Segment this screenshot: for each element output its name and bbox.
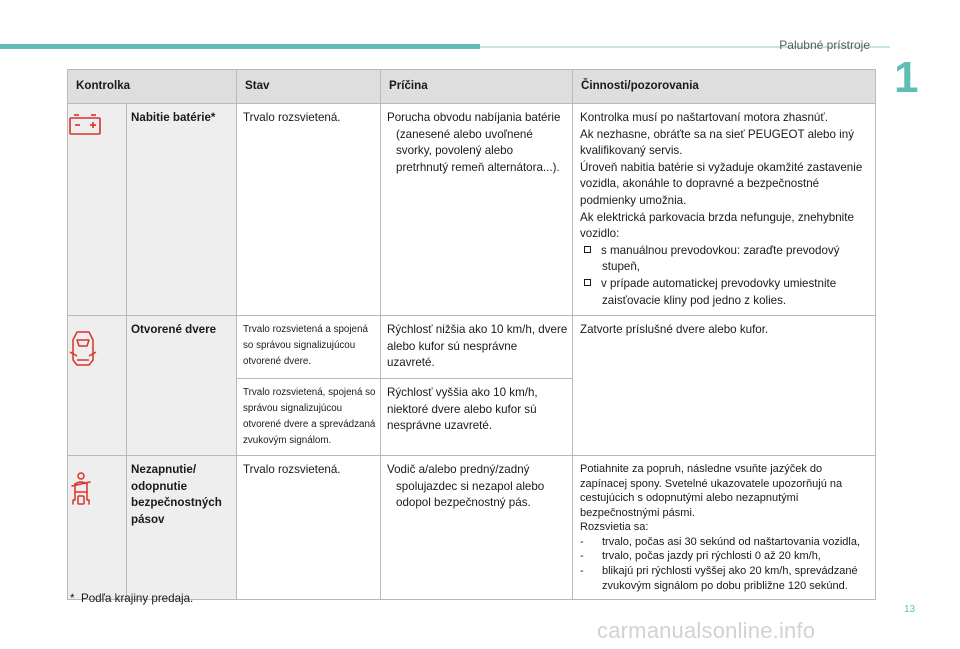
battery-bullet (580, 243, 869, 276)
footnote-mark: * (70, 592, 75, 605)
table-row-battery (68, 104, 876, 316)
footnote-text: Podľa krajiny predaja. (80, 592, 194, 605)
header-kontrolka: Kontrolka (68, 70, 237, 104)
doors-cause-1: Rýchlosť nižšia ako 10 km/h, dvere alebo kufor sú nesprávne uzavreté. (381, 316, 573, 379)
section-title: Palubné prístroje (779, 38, 870, 52)
battery-label: Nabitie batérie (131, 111, 211, 124)
open-door-car-icon (68, 358, 98, 371)
footnote (70, 592, 193, 605)
battery-actions (573, 104, 876, 316)
header-cinnosti: Činnosti/pozorovania (573, 70, 876, 104)
table-row-doors (68, 316, 876, 379)
seatbelt-icon-cell (68, 455, 127, 599)
battery-icon-cell (68, 104, 127, 316)
battery-bullet (580, 276, 869, 309)
seatbelt-bullet: - trvalo, počas asi 30 sekúnd od naštartovania vozidla, (580, 535, 861, 548)
doors-state-2: Trvalo rozsvietená, spojená so správou signalizujúcou otvorené dvere a sprevádzaná zvukovým signálom. (237, 378, 381, 455)
doors-name: Otvorené dvere (127, 316, 237, 456)
unbuckled-seatbelt-icon (68, 496, 94, 509)
battery-icon (68, 126, 102, 139)
battery-bullet-text: v prípade automatickej prevodovky umiestnite zaisťovacie kliny pod jedno z kolies. (601, 276, 837, 307)
doors-cause-2: Rýchlosť vyššia ako 10 km/h, niektoré dvere alebo kufor sú nesprávne uzavreté. (381, 378, 573, 455)
table-header-row (68, 70, 876, 104)
battery-cause (381, 104, 573, 316)
seatbelt-cause (381, 455, 573, 599)
chapter-number: 1 (894, 53, 919, 102)
battery-state: Trvalo rozsvietená. (237, 104, 381, 316)
checkbox-bullet-icon (584, 246, 591, 253)
header-pricina: Príčina (381, 70, 573, 104)
battery-bullet-text: s manuálnou prevodovkou: zaraďte prevodový stupeň, (601, 243, 840, 274)
seatbelt-bullet-text: trvalo, počas asi 30 sekúnd od naštartovania vozidla, (602, 535, 861, 548)
page-number: 13 (904, 604, 916, 615)
battery-actions-text: Kontrolka musí po naštartovaní motora zhasnúť. Ak nezhasne, obráťte sa na sieť PEUGEOT alebo iný kvalifikovaný servis. Úroveň nabitia batérie si vyžaduje okamžité zastavenie vozidla, akonáhle to dopravné a bezpečnostné podmienky umožnia. Ak elektrická parkovacia brzda nefunguje, znehybnite vozidlo: (580, 111, 863, 241)
seatbelt-actions (573, 455, 876, 599)
seatbelt-bullet-text: trvalo, počas jazdy pri rýchlosti 0 až 20 km/h, (602, 550, 821, 563)
battery-cause-text: Porucha obvodu nabíjania batérie (zanesené alebo uvoľnené svorky, povolený alebo pretrhnutý remeň alternátora...). (387, 111, 561, 174)
doors-state-1: Trvalo rozsvietená a spojená so správou signalizujúcou otvorené dvere. (237, 316, 381, 379)
watermark: carmanualsonline.info (597, 618, 816, 643)
seatbelt-name: Nezapnutie/ odopnutie bezpečnostných pásov (127, 455, 237, 599)
footnote-mark: * (210, 111, 216, 124)
door-icon-cell (68, 316, 127, 456)
doors-action: Zatvorte príslušné dvere alebo kufor. (573, 316, 876, 456)
seatbelt-bullet: - trvalo, počas jazdy pri rýchlosti 0 až 20 km/h, (580, 550, 821, 563)
battery-name (127, 104, 237, 316)
seatbelt-actions-text: Potiahnite za popruh, následne vsuňte jazýček do zapínacej spony. Svetelné ukazovatele upozorňujú na cestujúcich s odopnutými alebo nezapnutými bezpečnostnými pásmi. Rozsvietia sa: (580, 462, 843, 534)
seatbelt-bullet: - blikajú pri rýchlosti vyššej ako 20 km/h, sprevádzané zvukovým signálom po dobu približne 120 sekúnd. (580, 565, 858, 592)
header-accent-bar (0, 44, 480, 49)
header-stav: Stav (237, 70, 381, 104)
seatbelt-state: Trvalo rozsvietená. (237, 455, 381, 599)
warning-lights-table (67, 69, 876, 600)
table-row-seatbelt (68, 455, 876, 599)
checkbox-bullet-icon (584, 279, 591, 286)
seatbelt-bullet-text: blikajú pri rýchlosti vyššej ako 20 km/h, sprevádzané zvukovým signálom po dobu približne 120 sekúnd. (602, 565, 858, 592)
seatbelt-cause-text: Vodič a/alebo predný/zadný spolujazdec si nezapol alebo odopol bezpečnostný pás. (387, 462, 545, 510)
